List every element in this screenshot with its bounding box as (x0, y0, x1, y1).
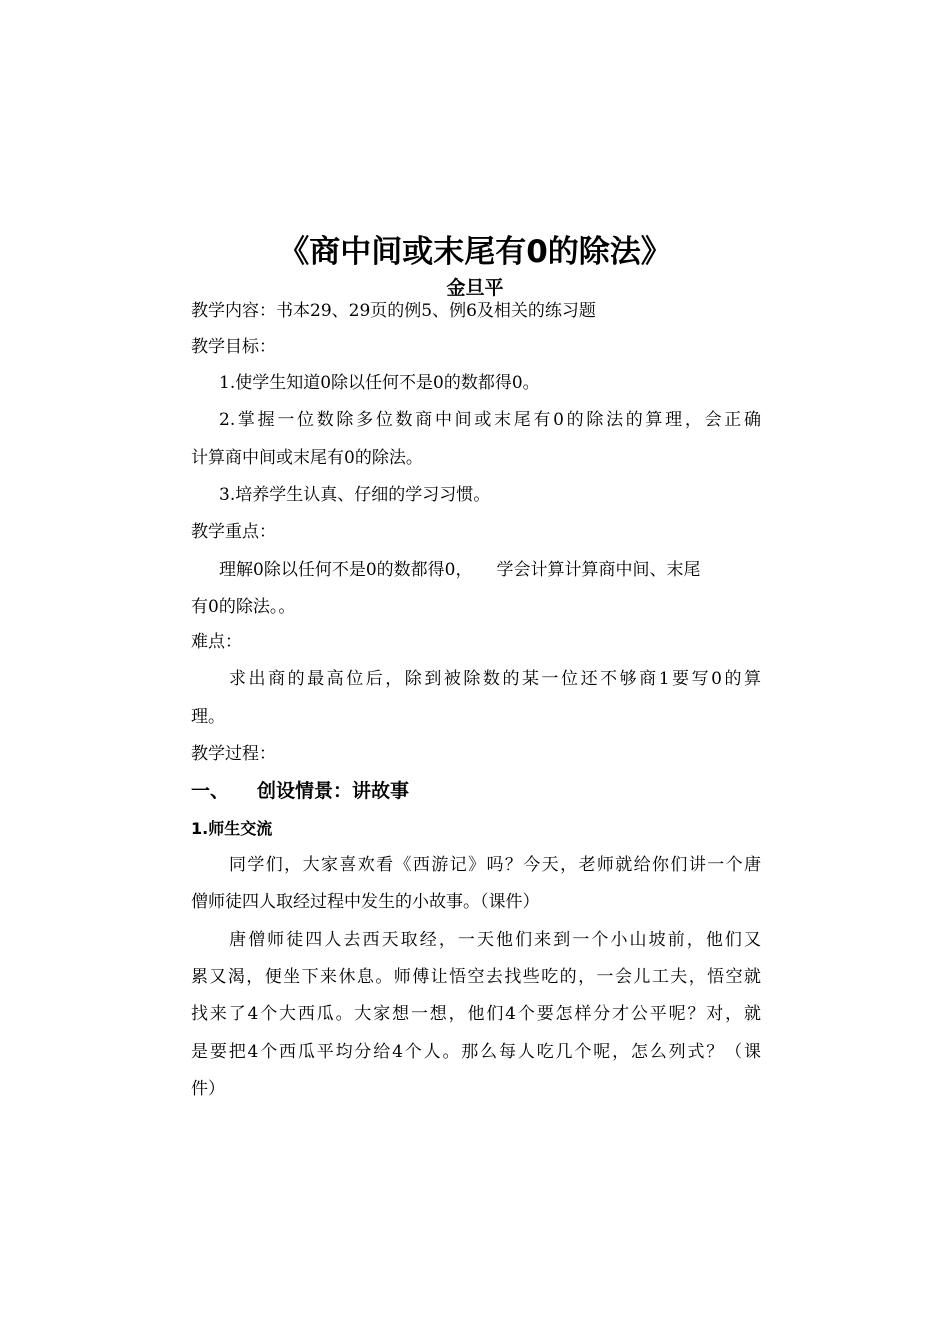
objective-item-3: 3.培养学生认真、仔细的学习习惯。 (219, 485, 491, 505)
key-points-line-1-part-2: 学会计算计算商中间、末尾 (496, 560, 701, 580)
objective-item-2-line-1: 2.掌握一位数除多位数商中间或末尾有0的除法的算理，会正确 (219, 410, 761, 430)
difficulty-label: 难点： (191, 632, 242, 652)
key-points-line-1-part-1: 理解0除以任何不是0的数都得0， (219, 560, 473, 580)
objective-item-1: 1.使学生知道0除以任何不是0的数都得0。 (219, 373, 540, 393)
paragraph-1-line-2: 僧师徒四人取经过程中发生的小故事。（课件） (191, 892, 540, 912)
paragraph-2-line-2: 累又渴，便坐下来休息。师傅让悟空去找些吃的，一会儿工夫，悟空就 (191, 967, 761, 987)
section-heading-1-number: 一、 (191, 780, 230, 802)
process-label: 教学过程： (191, 744, 276, 764)
difficulty-line-1: 求出商的最高位后，除到被除数的某一位还不够商1要写0的算 (229, 669, 761, 689)
section-heading-1-title: 创设情景：讲故事 (257, 780, 410, 802)
paragraph-2-line-4: 是要把4个西瓜平均分给4个人。那么每人吃几个呢，怎么列式？（课 (191, 1042, 761, 1062)
document-title: 《商中间或末尾有0的除法》 (278, 234, 672, 270)
paragraph-2-line-1: 唐僧师徒四人去西天取经，一天他们来到一个小山坡前，他们又 (229, 930, 761, 950)
paragraph-2-line-5: 件） (191, 1079, 225, 1099)
teaching-content: 教学内容：书本29、29页的例5、例6及相关的练习题 (191, 301, 596, 321)
section-heading-1 (191, 778, 761, 804)
paragraph-1-line-1: 同学们，大家喜欢看《西游记》吗？今天，老师就给你们讲一个唐 (229, 855, 761, 875)
subsection-heading-1: 1.师生交流 (191, 819, 273, 838)
key-points-label: 教学重点： (191, 522, 276, 542)
objective-item-2-line-2: 计算商中间或末尾有0的除法。 (191, 448, 423, 468)
key-points-line-2: 有0的除法。。 (191, 597, 296, 617)
objectives-label: 教学目标： (191, 337, 276, 357)
paragraph-2-line-3: 找来了4个大西瓜。大家想一想，他们4个要怎样分才公平呢？对，就 (191, 1004, 761, 1024)
key-points-line-1 (219, 557, 761, 583)
difficulty-line-2: 理。 (191, 707, 225, 727)
author-name: 金旦平 (446, 277, 504, 299)
